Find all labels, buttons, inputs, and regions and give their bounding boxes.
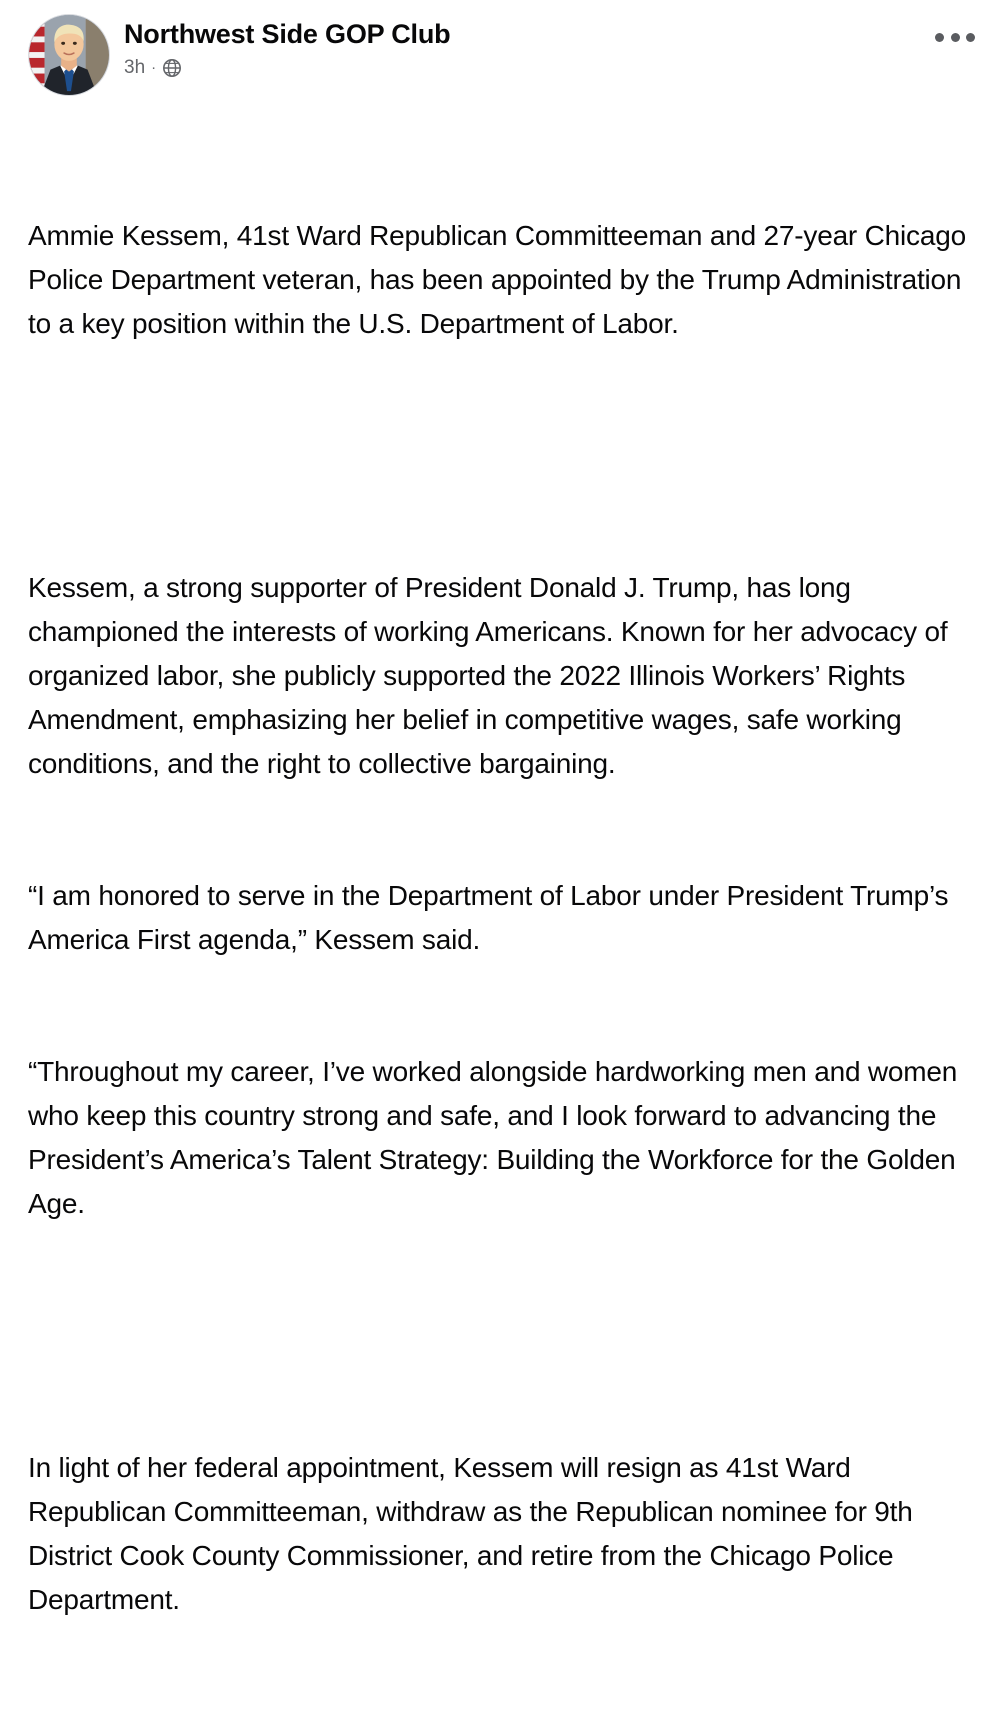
avatar-portrait-icon (29, 15, 109, 95)
more-options-button[interactable] (935, 24, 975, 50)
post-header (28, 14, 979, 100)
post-paragraph: Ammie Kessem, 41st Ward Republican Committeeman and 27-year Chicago Police Department veteran, has been appointed by the Trump Administration to a key position within the U.S. Department of Labor. (28, 220, 974, 339)
more-dot-3 (966, 33, 975, 42)
post-timestamp[interactable]: 3h (124, 57, 146, 78)
post-meta (124, 57, 450, 79)
more-dot-1 (935, 33, 944, 42)
post-text (28, 126, 979, 1710)
more-dot-2 (951, 33, 960, 42)
globe-icon[interactable] (162, 58, 182, 78)
post-paragraph: “Throughout my career, I’ve worked alongside hardworking men and women who keep this country strong and safe, and I look forward to advancing the President’s America’s Talent Strategy: Building the Workforce for the Golden Age. (28, 1056, 965, 1219)
meta-separator: · (151, 59, 157, 76)
post-header-text (124, 14, 450, 79)
page-name[interactable]: Northwest Side GOP Club (124, 19, 451, 49)
post-paragraph: Kessem, a strong supporter of President Donald J. Trump, has long championed the interests of working Americans. Known for her advocacy of organized labor, she publicly supported the 2022 Illinois Workers’ Rights Amendment, emphasizing her belief in competitive wages, safe working conditions, and the right to collective bargaining. (28, 572, 956, 779)
avatar[interactable] (28, 14, 110, 96)
paragraph-spacer (28, 434, 979, 478)
post-paragraph: In light of her federal appointment, Kessem will resign as 41st Ward Republican Committeeman, withdraw as the Republican nominee for 9th District Cook County Commissioner, and retire from the Chicago Police Department. (28, 1452, 921, 1615)
post-paragraph: “I am honored to serve in the Department of Labor under President Trump’s America First agenda,” Kessem said. (28, 880, 955, 955)
paragraph-spacer (28, 1314, 979, 1358)
